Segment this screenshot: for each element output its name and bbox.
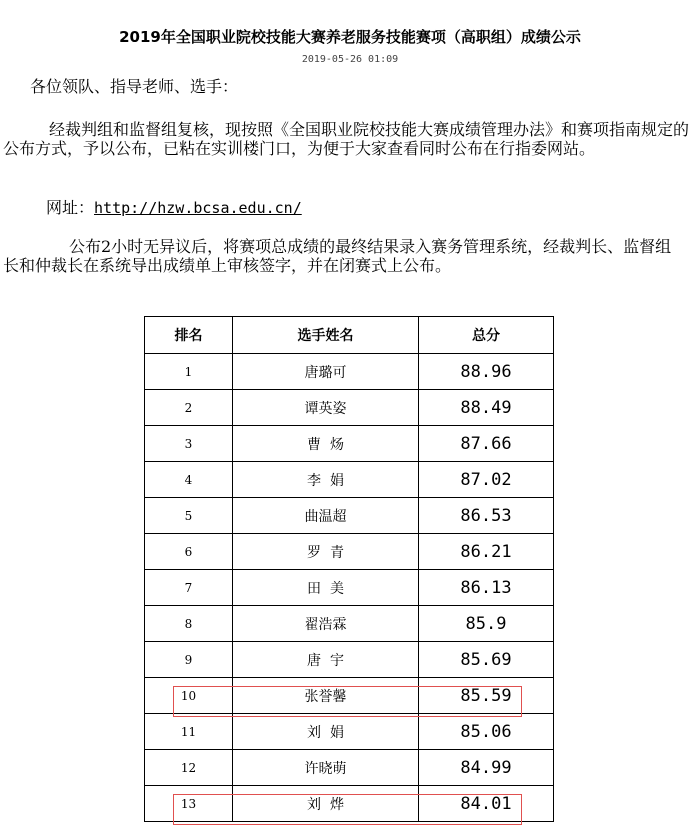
- name-cell: 唐 宇: [233, 642, 419, 678]
- score-cell: 87.66: [419, 426, 554, 462]
- name-cell: 田 美: [233, 570, 419, 606]
- score-cell: 85.06: [419, 714, 554, 750]
- table-row: [145, 750, 554, 786]
- website-link[interactable]: http://hzw.bcsa.edu.cn/: [94, 199, 302, 217]
- paragraph-publish: 公布2小时无异议后，将赛项总成绩的最终结果录入赛务管理系统，经裁判长、监督组长和仲裁长在系统导出成绩单上审核签字，并在闭赛式上公布。: [3, 237, 672, 275]
- table-row: [145, 642, 554, 678]
- table-row: [145, 498, 554, 534]
- rank-cell: 8: [145, 606, 233, 642]
- rank-cell: 9: [145, 642, 233, 678]
- score-table: [144, 316, 554, 822]
- table-row: [145, 786, 554, 822]
- table-row: [145, 390, 554, 426]
- name-cell: 曹 炀: [233, 426, 419, 462]
- rank-cell: 1: [145, 354, 233, 390]
- header-name: 选手姓名: [233, 317, 419, 354]
- score-cell: 85.69: [419, 642, 554, 678]
- table-header-row: [145, 317, 554, 354]
- table-row: [145, 534, 554, 570]
- name-cell: 曲温超: [233, 498, 419, 534]
- name-cell: 刘 烨: [233, 786, 419, 822]
- rank-cell: 11: [145, 714, 233, 750]
- table-row: [145, 570, 554, 606]
- rank-cell: 10: [145, 678, 233, 714]
- rank-cell: 3: [145, 426, 233, 462]
- rank-cell: 4: [145, 462, 233, 498]
- paragraph-review: 经裁判组和监督组复核，现按照《全国职业院校技能大赛成绩管理办法》和赛项指南规定的公布方式，予以公布，已粘在实训楼门口，为便于大家查看同时公布在行指委网站。: [3, 120, 690, 158]
- website-label: 网址：: [46, 198, 95, 217]
- rank-cell: 5: [145, 498, 233, 534]
- score-cell: 85.9: [419, 606, 554, 642]
- table-row: [145, 462, 554, 498]
- name-cell: 张誉馨: [233, 678, 419, 714]
- rank-cell: 6: [145, 534, 233, 570]
- name-cell: 唐璐可: [233, 354, 419, 390]
- score-cell: 84.01: [419, 786, 554, 822]
- name-cell: 罗 青: [233, 534, 419, 570]
- score-cell: 88.96: [419, 354, 554, 390]
- table-row: [145, 426, 554, 462]
- table-row: [145, 354, 554, 390]
- publish-date: 2019-05-26 01:09: [301, 54, 399, 65]
- score-cell: 84.99: [419, 750, 554, 786]
- table-row: [145, 606, 554, 642]
- rank-cell: 13: [145, 786, 233, 822]
- score-cell: 86.13: [419, 570, 554, 606]
- page-title: 2019年全国职业院校技能大赛养老服务技能赛项（高职组）成绩公示: [119, 28, 581, 46]
- header-score: 总分: [419, 317, 554, 354]
- table-row: [145, 678, 554, 714]
- greeting: 各位领队、指导老师、选手：: [30, 77, 239, 96]
- name-cell: 谭英姿: [233, 390, 419, 426]
- rank-cell: 12: [145, 750, 233, 786]
- score-cell: 85.59: [419, 678, 554, 714]
- website-line: [46, 198, 302, 218]
- score-table-body: [145, 354, 554, 822]
- name-cell: 翟浩霖: [233, 606, 419, 642]
- rank-cell: 2: [145, 390, 233, 426]
- name-cell: 许晓萌: [233, 750, 419, 786]
- score-cell: 87.02: [419, 462, 554, 498]
- score-cell: 88.49: [419, 390, 554, 426]
- score-cell: 86.53: [419, 498, 554, 534]
- table-row: [145, 714, 554, 750]
- header-rank: 排名: [145, 317, 233, 354]
- name-cell: 李 娟: [233, 462, 419, 498]
- score-cell: 86.21: [419, 534, 554, 570]
- name-cell: 刘 娟: [233, 714, 419, 750]
- rank-cell: 7: [145, 570, 233, 606]
